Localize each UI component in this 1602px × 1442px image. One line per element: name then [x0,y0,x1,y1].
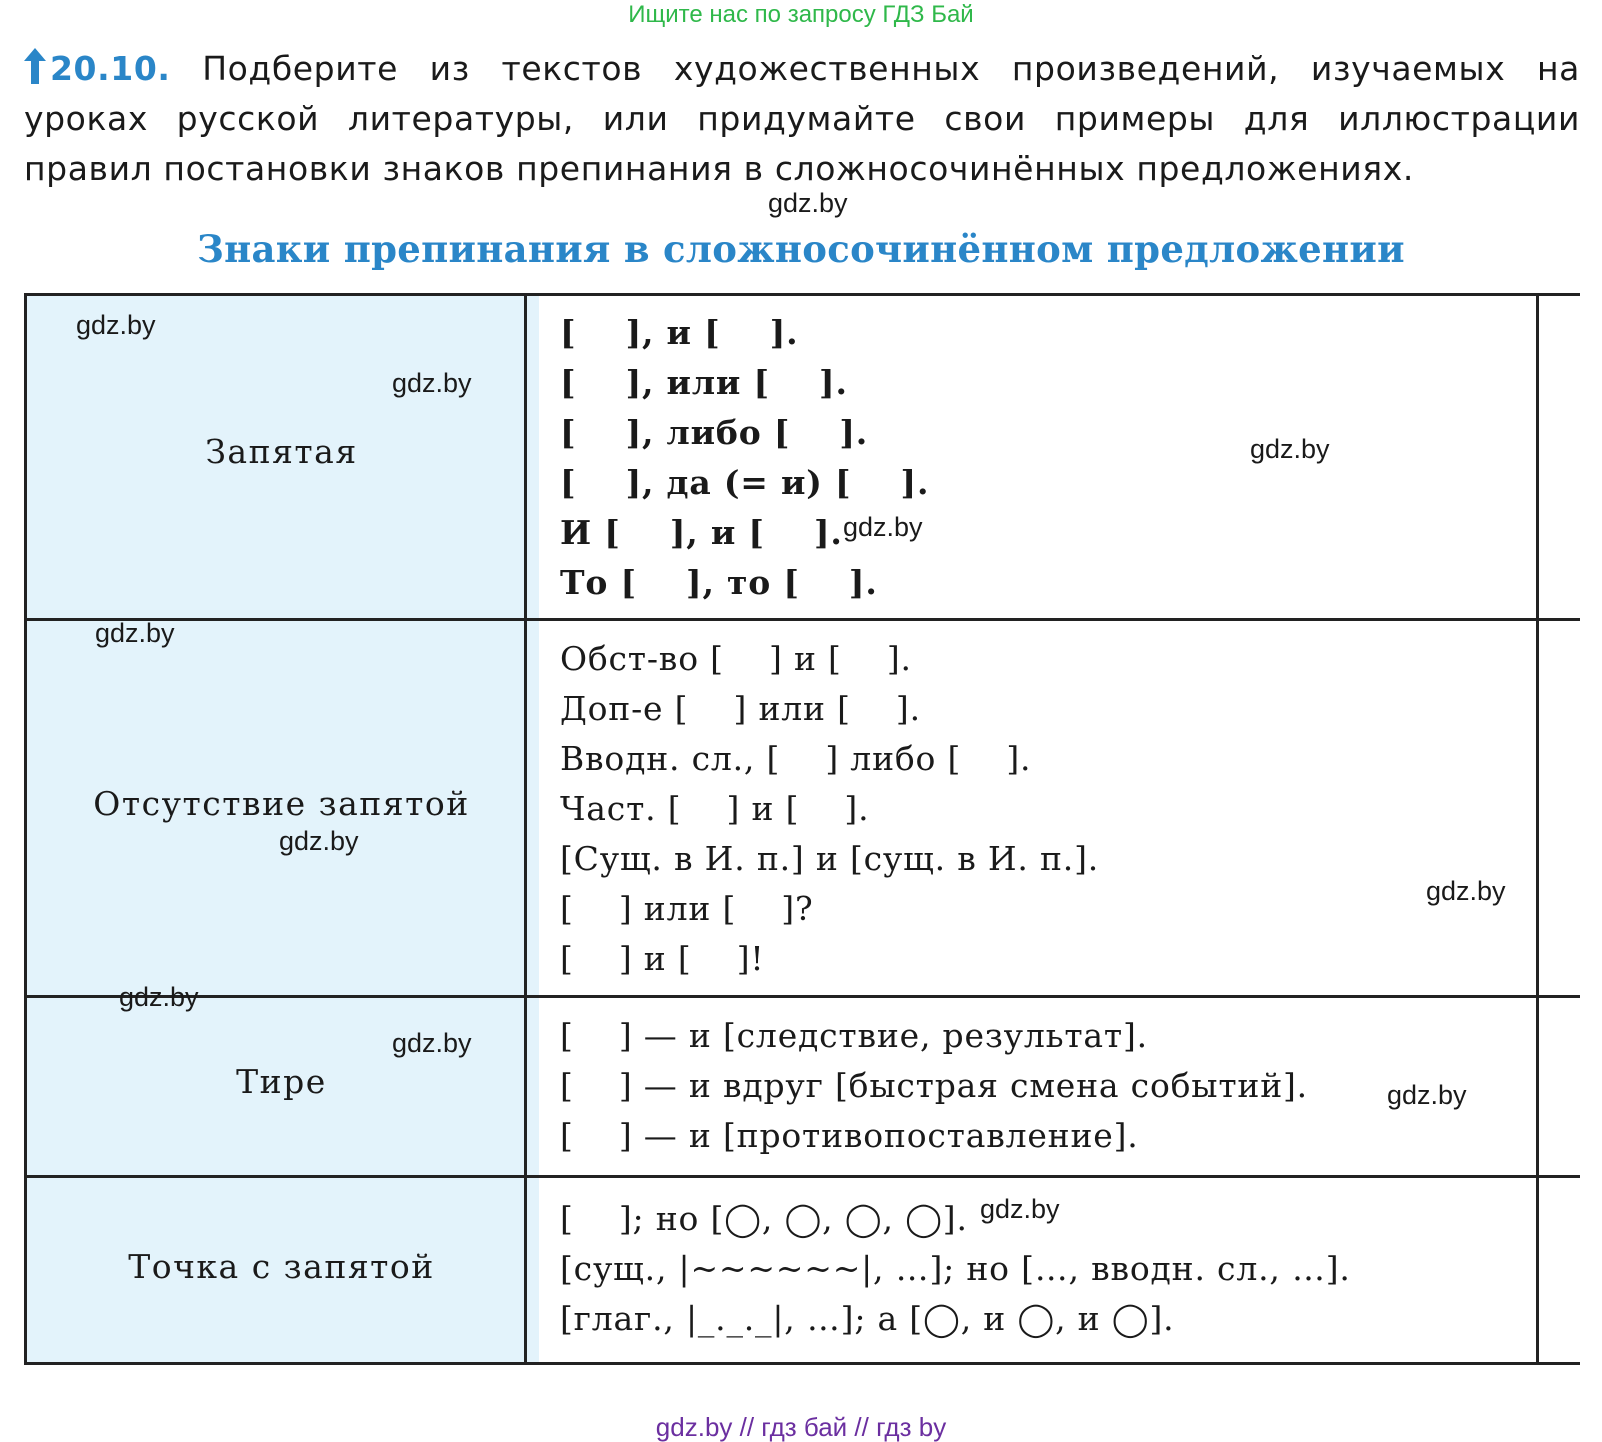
rule-dash: Тире [236,1062,327,1101]
scheme-line: [ ] и [ ]! [560,939,765,978]
watermark: gdz.by [843,512,923,542]
scheme-line: [ ], либо [ ]. [560,413,869,452]
rule-semicolon: Точка с запятой [128,1247,435,1286]
arrow-up-icon [24,48,46,84]
scheme-line: [ ], да (= и) [ ]. [560,463,930,502]
scheme-line: Вводн. сл., [ ] либо [ ]. [560,739,1032,778]
scheme-line: Доп-е [ ] или [ ]. [560,689,921,728]
schemes-comma [560,308,929,608]
scheme-line: [ ] — и [противопоставление]. [560,1116,1139,1155]
punctuation-table [24,296,1580,1396]
table-divider [24,1175,1580,1178]
watermark: gdz.by [119,982,199,1012]
watermark: gdz.by [279,826,359,856]
scheme-line: [ ] или [ ]? [560,889,814,928]
task-line-2: уроках русской литературы, или придумайте свои примеры для иллюстрации [24,99,1580,138]
table-border [1536,296,1539,1365]
scheme-line: [ ]; но [◯, ◯, ◯, ◯]. [560,1199,968,1238]
search-banner: Ищите нас по запросу ГДЗ Бай [628,1,974,28]
table-title: Знаки препинания в сложносочинённом предложении [197,227,1405,271]
scheme-line: [ ] — и [следствие, результат]. [560,1016,1148,1055]
watermark: gdz.by [76,310,156,340]
footer-links: gdz.by // гдз бай // гдз by [655,1412,947,1442]
rule-comma: Запятая [205,432,358,471]
scheme-line: [Сущ. в И. п.] и [сущ. в И. п.]. [560,839,1100,878]
scheme-line: [глаг., |_._._|, …]; а [◯, и ◯, и ◯]. [560,1299,1175,1338]
watermark: gdz.by [1250,434,1330,464]
schemes-dash [560,1011,1308,1161]
table-border [24,1362,1580,1365]
watermark: gdz.by [980,1194,1060,1224]
scheme-line: Обст-во [ ] и [ ]. [560,639,912,678]
scheme-line: [сущ., |~~~~~~|, …]; но […, вводн. сл., …]. [560,1249,1351,1288]
watermark: gdz.by [768,188,848,218]
schemes-no-comma [560,634,1099,984]
scheme-line: Част. [ ] и [ ]. [560,789,870,828]
watermark: gdz.by [1426,876,1506,906]
task-number: 20.10. [50,49,171,88]
scheme-line: [ ], или [ ]. [560,363,848,402]
rule-no-comma: Отсутствие запятой [93,784,470,823]
schemes-semicolon [560,1194,1351,1344]
task-text [24,44,1580,194]
table-divider [24,618,1580,621]
watermark: gdz.by [95,618,175,648]
scheme-line: [ ], и [ ]. [560,313,799,352]
scheme-line: То [ ], то [ ]. [560,563,878,602]
watermark: gdz.by [392,368,472,398]
scheme-line: [ ] — и вдруг [быстрая смена событий]. [560,1066,1308,1105]
scheme-line: И [ ], и [ ]. [560,513,843,552]
watermark: gdz.by [392,1028,472,1058]
table-divider [24,995,1580,998]
watermark: gdz.by [1387,1080,1467,1110]
task-line-1: Подберите из текстов художественных произведений, изучаемых на [202,49,1580,88]
table-border [24,293,1580,296]
task-line-3: правил постановки знаков препинания в сложносочинённых предложениях. [24,149,1414,188]
